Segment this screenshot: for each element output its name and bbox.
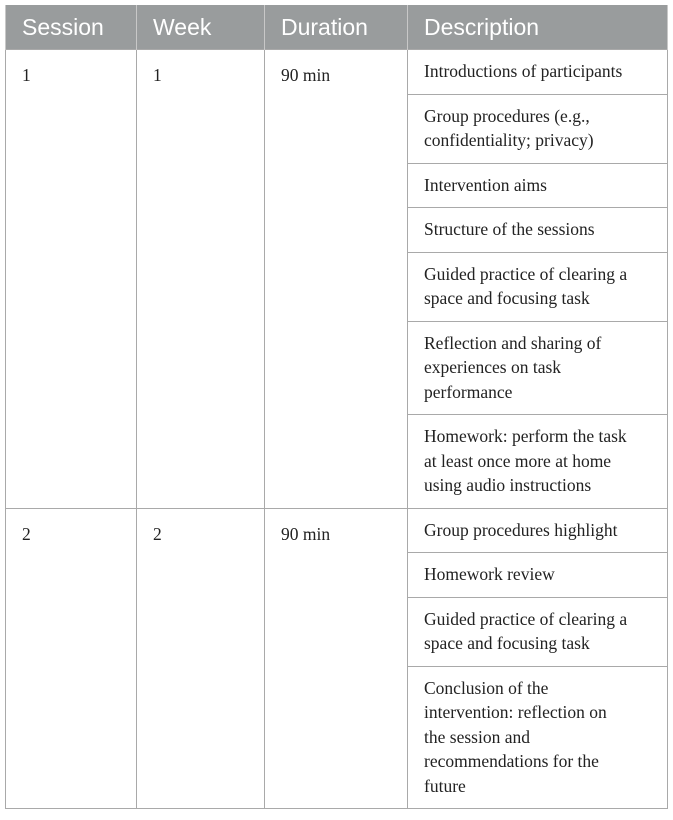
description-line: Reflection and sharing of <box>424 332 602 353</box>
description-line: Homework: perform the task <box>424 426 627 446</box>
duration-cell: 90 min <box>265 50 408 509</box>
description-line: Guided practice of clearing a <box>424 608 628 629</box>
header-duration: Duration <box>265 5 408 50</box>
description-line: the session and <box>424 726 530 747</box>
description-line: Homework review <box>424 564 555 584</box>
description-line: at least once more at home <box>424 450 612 471</box>
table-row <box>6 50 668 95</box>
session-table <box>5 5 668 809</box>
description-line: intervention: reflection on <box>424 702 607 722</box>
description-line: Structure of the sessions <box>424 219 595 239</box>
week-cell: 2 <box>137 508 265 809</box>
description-line: space and focusing task <box>424 288 590 308</box>
description-line: Conclusion of the <box>424 677 549 698</box>
description-cell <box>408 163 668 208</box>
description-line: using audio instructions <box>424 475 592 495</box>
table-body <box>6 50 668 809</box>
session-cell: 1 <box>6 50 137 509</box>
description-line: Introductions of participants <box>424 61 623 81</box>
description-cell <box>408 597 668 666</box>
description-cell <box>408 508 668 553</box>
description-cell <box>408 208 668 253</box>
header-description: Description <box>408 5 668 50</box>
description-cell <box>408 415 668 509</box>
description-line: experiences on task <box>424 357 562 377</box>
description-cell <box>408 50 668 95</box>
table-row <box>6 508 668 553</box>
duration-cell: 90 min <box>265 508 408 809</box>
description-line: Guided practice of clearing a <box>424 263 628 284</box>
week-cell: 1 <box>137 50 265 509</box>
description-line: future <box>424 775 466 796</box>
description-cell <box>408 666 668 809</box>
description-line: Group procedures highlight <box>424 519 618 540</box>
header-week: Week <box>137 5 265 50</box>
description-line: space and focusing task <box>424 633 590 653</box>
description-cell <box>408 252 668 321</box>
description-line: Intervention aims <box>424 174 547 195</box>
description-cell <box>408 321 668 415</box>
header-session: Session <box>6 5 137 50</box>
description-cell <box>408 94 668 163</box>
description-line: confidentiality; privacy) <box>424 130 594 150</box>
description-cell <box>408 553 668 598</box>
description-line: recommendations for the <box>424 751 599 771</box>
description-line: Group procedures (e.g., <box>424 105 590 126</box>
description-line: performance <box>424 381 513 402</box>
session-cell: 2 <box>6 508 137 809</box>
header-row <box>6 5 668 50</box>
